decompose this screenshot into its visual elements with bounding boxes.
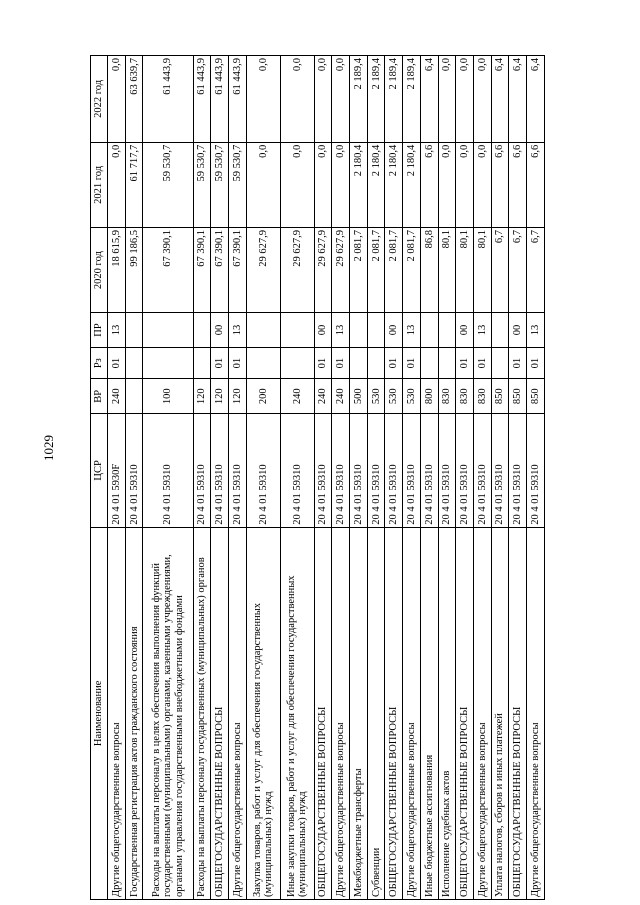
- row-rz: [193, 347, 211, 379]
- row-pr: [280, 313, 314, 348]
- row-pr: [420, 313, 438, 348]
- row-2021: 59 530,7: [193, 142, 211, 227]
- row-vr: 200: [246, 379, 280, 414]
- row-2021: 6,6: [491, 142, 509, 227]
- row-2022: 6,4: [420, 56, 438, 143]
- row-2021: 6,6: [509, 142, 527, 227]
- row-csr: 20 4 01 59310: [314, 414, 332, 528]
- row-2020: 2 081,7: [350, 227, 368, 312]
- row-vr: 850: [527, 379, 545, 414]
- row-2020: 6,7: [527, 227, 545, 312]
- row-2022: 2 189,4: [403, 56, 421, 143]
- row-name: Иные закупки товаров, работ и услуг для обеспечения государственных (муниципальных) нужд: [280, 527, 314, 899]
- row-vr: [125, 379, 143, 414]
- row-vr: 100: [143, 379, 193, 414]
- row-vr: 830: [473, 379, 491, 414]
- header-rz: Рз: [91, 347, 108, 379]
- row-2020: 67 390,1: [211, 227, 229, 312]
- row-csr: 20 4 01 59310: [332, 414, 350, 528]
- row-name: Иные бюджетные ассигнования: [420, 527, 438, 899]
- row-vr: 120: [193, 379, 211, 414]
- row-2020: 6,7: [509, 227, 527, 312]
- row-rz: [438, 347, 456, 379]
- table-header-row: [91, 56, 108, 900]
- row-name: Государственная регистрация актов гражданского состояния: [125, 527, 143, 899]
- row-rz: 01: [509, 347, 527, 379]
- row-csr: 20 4 01 59310: [509, 414, 527, 528]
- row-name: ОБЩЕГОСУДАРСТВЕННЫЕ ВОПРОСЫ: [385, 527, 403, 899]
- row-csr: 20 4 01 59310: [125, 414, 143, 528]
- row-rz: [367, 347, 385, 379]
- header-pr: ПР: [91, 313, 108, 348]
- header-name: Наименование: [91, 527, 108, 899]
- row-pr: [246, 313, 280, 348]
- row-vr: 830: [438, 379, 456, 414]
- row-pr: 13: [332, 313, 350, 348]
- row-2022: 63 639,7: [125, 56, 143, 143]
- row-pr: 00: [509, 313, 527, 348]
- row-2022: 0,0: [246, 56, 280, 143]
- table-row: [280, 56, 314, 900]
- row-rz: 01: [332, 347, 350, 379]
- row-name: Другие общегосударственные вопросы: [527, 527, 545, 899]
- row-vr: 240: [332, 379, 350, 414]
- row-vr: 120: [211, 379, 229, 414]
- row-2021: 6,6: [420, 142, 438, 227]
- row-name: Другие общегосударственные вопросы: [473, 527, 491, 899]
- row-2022: 61 443,9: [193, 56, 211, 143]
- row-2021: 0,0: [456, 142, 474, 227]
- row-csr: 20 4 01 59310: [246, 414, 280, 528]
- row-2020: 2 081,7: [403, 227, 421, 312]
- row-2021: 2 180,4: [367, 142, 385, 227]
- row-2022: 6,4: [527, 56, 545, 143]
- row-csr: 20 4 01 59310: [350, 414, 368, 528]
- row-vr: 530: [385, 379, 403, 414]
- rotated-page: [90, 55, 640, 897]
- row-rz: [491, 347, 509, 379]
- budget-table: [90, 55, 545, 900]
- row-csr: 20 4 01 5930F: [108, 414, 126, 528]
- row-vr: 850: [509, 379, 527, 414]
- row-pr: [367, 313, 385, 348]
- row-2021: 0,0: [108, 142, 126, 227]
- row-2020: 2 081,7: [367, 227, 385, 312]
- row-2022: 2 189,4: [367, 56, 385, 143]
- row-csr: 20 4 01 59310: [193, 414, 211, 528]
- row-rz: 01: [314, 347, 332, 379]
- table-row: [385, 56, 403, 900]
- row-2022: 0,0: [438, 56, 456, 143]
- row-2021: 0,0: [473, 142, 491, 227]
- row-2022: 0,0: [108, 56, 126, 143]
- table-row: [332, 56, 350, 900]
- row-2020: 86,8: [420, 227, 438, 312]
- row-2022: 2 189,4: [385, 56, 403, 143]
- header-2022: 2022 год: [91, 56, 108, 143]
- row-pr: [438, 313, 456, 348]
- header-vr: ВР: [91, 379, 108, 414]
- row-pr: 00: [385, 313, 403, 348]
- row-2020: 29 627,9: [280, 227, 314, 312]
- row-pr: 13: [108, 313, 126, 348]
- table-row: [314, 56, 332, 900]
- row-pr: 13: [229, 313, 247, 348]
- row-2022: 0,0: [456, 56, 474, 143]
- row-2022: 0,0: [314, 56, 332, 143]
- table-row: [456, 56, 474, 900]
- row-csr: 20 4 01 59310: [143, 414, 193, 528]
- row-name: Другие общегосударственные вопросы: [229, 527, 247, 899]
- row-pr: [125, 313, 143, 348]
- row-pr: 00: [211, 313, 229, 348]
- row-2020: 80,1: [473, 227, 491, 312]
- row-name: Расходы на выплаты персоналу в целях обеспечения выполнения функций государственными (муниципальными) органами, казенными учреждениями, органами управления государственными внебюджетными фондами: [143, 527, 193, 899]
- row-rz: 01: [229, 347, 247, 379]
- row-pr: 13: [527, 313, 545, 348]
- row-csr: 20 4 01 59310: [420, 414, 438, 528]
- row-csr: 20 4 01 59310: [527, 414, 545, 528]
- row-rz: [420, 347, 438, 379]
- row-2020: 67 390,1: [143, 227, 193, 312]
- table-row: [509, 56, 527, 900]
- row-2020: 29 627,9: [314, 227, 332, 312]
- row-pr: [143, 313, 193, 348]
- row-pr: [350, 313, 368, 348]
- row-pr: 13: [403, 313, 421, 348]
- row-2021: 0,0: [280, 142, 314, 227]
- row-rz: [280, 347, 314, 379]
- row-2022: 61 443,9: [229, 56, 247, 143]
- row-vr: 800: [420, 379, 438, 414]
- row-csr: 20 4 01 59310: [456, 414, 474, 528]
- row-2022: 2 189,4: [350, 56, 368, 143]
- row-2021: 0,0: [314, 142, 332, 227]
- table-row: [193, 56, 211, 900]
- table-row: [438, 56, 456, 900]
- row-vr: 240: [314, 379, 332, 414]
- table-row: [420, 56, 438, 900]
- row-2022: 0,0: [332, 56, 350, 143]
- row-name: Другие общегосударственные вопросы: [403, 527, 421, 899]
- table-row: [473, 56, 491, 900]
- row-name: Субвенции: [367, 527, 385, 899]
- row-2021: 6,6: [527, 142, 545, 227]
- page-number: 1029: [41, 435, 56, 461]
- table-row: [350, 56, 368, 900]
- table-row: [143, 56, 193, 900]
- row-pr: 00: [314, 313, 332, 348]
- row-vr: 530: [367, 379, 385, 414]
- table-row: [229, 56, 247, 900]
- budget-table-container: [90, 55, 545, 900]
- row-2020: 2 081,7: [385, 227, 403, 312]
- row-pr: [193, 313, 211, 348]
- row-2021: 61 717,7: [125, 142, 143, 227]
- table-row: [246, 56, 280, 900]
- row-pr: 13: [473, 313, 491, 348]
- row-2022: 61 443,9: [211, 56, 229, 143]
- header-2021: 2021 год: [91, 142, 108, 227]
- row-rz: [143, 347, 193, 379]
- header-2020: 2020 год: [91, 227, 108, 312]
- row-name: Межбюджетные трансферты: [350, 527, 368, 899]
- row-name: ОБЩЕГОСУДАРСТВЕННЫЕ ВОПРОСЫ: [314, 527, 332, 899]
- row-vr: 500: [350, 379, 368, 414]
- row-vr: 120: [229, 379, 247, 414]
- table-row: [527, 56, 545, 900]
- row-2020: 29 627,9: [332, 227, 350, 312]
- row-2022: 61 443,9: [143, 56, 193, 143]
- row-2020: 67 390,1: [229, 227, 247, 312]
- row-rz: [246, 347, 280, 379]
- row-2020: 67 390,1: [193, 227, 211, 312]
- row-rz: 01: [473, 347, 491, 379]
- row-name: ОБЩЕГОСУДАРСТВЕННЫЕ ВОПРОСЫ: [509, 527, 527, 899]
- row-vr: 830: [456, 379, 474, 414]
- row-csr: 20 4 01 59310: [491, 414, 509, 528]
- table-row: [211, 56, 229, 900]
- table-row: [367, 56, 385, 900]
- row-2022: 6,4: [491, 56, 509, 143]
- row-name: Закупка товаров, работ и услуг для обеспечения государственных (муниципальных) нужд: [246, 527, 280, 899]
- row-rz: 01: [108, 347, 126, 379]
- row-csr: 20 4 01 59310: [229, 414, 247, 528]
- row-rz: [350, 347, 368, 379]
- row-2020: 80,1: [456, 227, 474, 312]
- row-2021: 0,0: [438, 142, 456, 227]
- row-rz: 01: [403, 347, 421, 379]
- row-name: ОБЩЕГОСУДАРСТВЕННЫЕ ВОПРОСЫ: [456, 527, 474, 899]
- row-2021: 2 180,4: [403, 142, 421, 227]
- row-2021: 59 530,7: [211, 142, 229, 227]
- row-rz: 01: [527, 347, 545, 379]
- table-row: [491, 56, 509, 900]
- row-vr: 240: [280, 379, 314, 414]
- row-name: Другие общегосударственные вопросы: [108, 527, 126, 899]
- row-2021: 2 180,4: [385, 142, 403, 227]
- row-2022: 6,4: [509, 56, 527, 143]
- row-csr: 20 4 01 59310: [403, 414, 421, 528]
- row-2020: 99 186,5: [125, 227, 143, 312]
- row-rz: [125, 347, 143, 379]
- row-2021: 2 180,4: [350, 142, 368, 227]
- row-vr: 530: [403, 379, 421, 414]
- row-name: Другие общегосударственные вопросы: [332, 527, 350, 899]
- row-2020: 29 627,9: [246, 227, 280, 312]
- row-vr: 240: [108, 379, 126, 414]
- row-2020: 80,1: [438, 227, 456, 312]
- row-rz: 01: [385, 347, 403, 379]
- header-csr: ЦСР: [91, 414, 108, 528]
- row-vr: 850: [491, 379, 509, 414]
- table-row: [403, 56, 421, 900]
- row-csr: 20 4 01 59310: [367, 414, 385, 528]
- row-name: Уплата налогов, сборов и иных платежей: [491, 527, 509, 899]
- row-csr: 20 4 01 59310: [473, 414, 491, 528]
- row-pr: 00: [456, 313, 474, 348]
- row-csr: 20 4 01 59310: [211, 414, 229, 528]
- row-pr: [491, 313, 509, 348]
- row-2021: 59 530,7: [229, 142, 247, 227]
- row-rz: 01: [211, 347, 229, 379]
- row-2020: 6,7: [491, 227, 509, 312]
- row-2021: 0,0: [246, 142, 280, 227]
- table-row: [125, 56, 143, 900]
- row-2021: 0,0: [332, 142, 350, 227]
- row-2021: 59 530,7: [143, 142, 193, 227]
- row-2020: 18 615,9: [108, 227, 126, 312]
- row-name: Расходы на выплаты персоналу государственных (муниципальных) органов: [193, 527, 211, 899]
- row-csr: 20 4 01 59310: [280, 414, 314, 528]
- row-name: ОБЩЕГОСУДАРСТВЕННЫЕ ВОПРОСЫ: [211, 527, 229, 899]
- row-csr: 20 4 01 59310: [385, 414, 403, 528]
- row-2022: 0,0: [280, 56, 314, 143]
- row-rz: 01: [456, 347, 474, 379]
- row-2022: 0,0: [473, 56, 491, 143]
- row-name: Исполнение судебных актов: [438, 527, 456, 899]
- row-csr: 20 4 01 59310: [438, 414, 456, 528]
- table-row: [108, 56, 126, 900]
